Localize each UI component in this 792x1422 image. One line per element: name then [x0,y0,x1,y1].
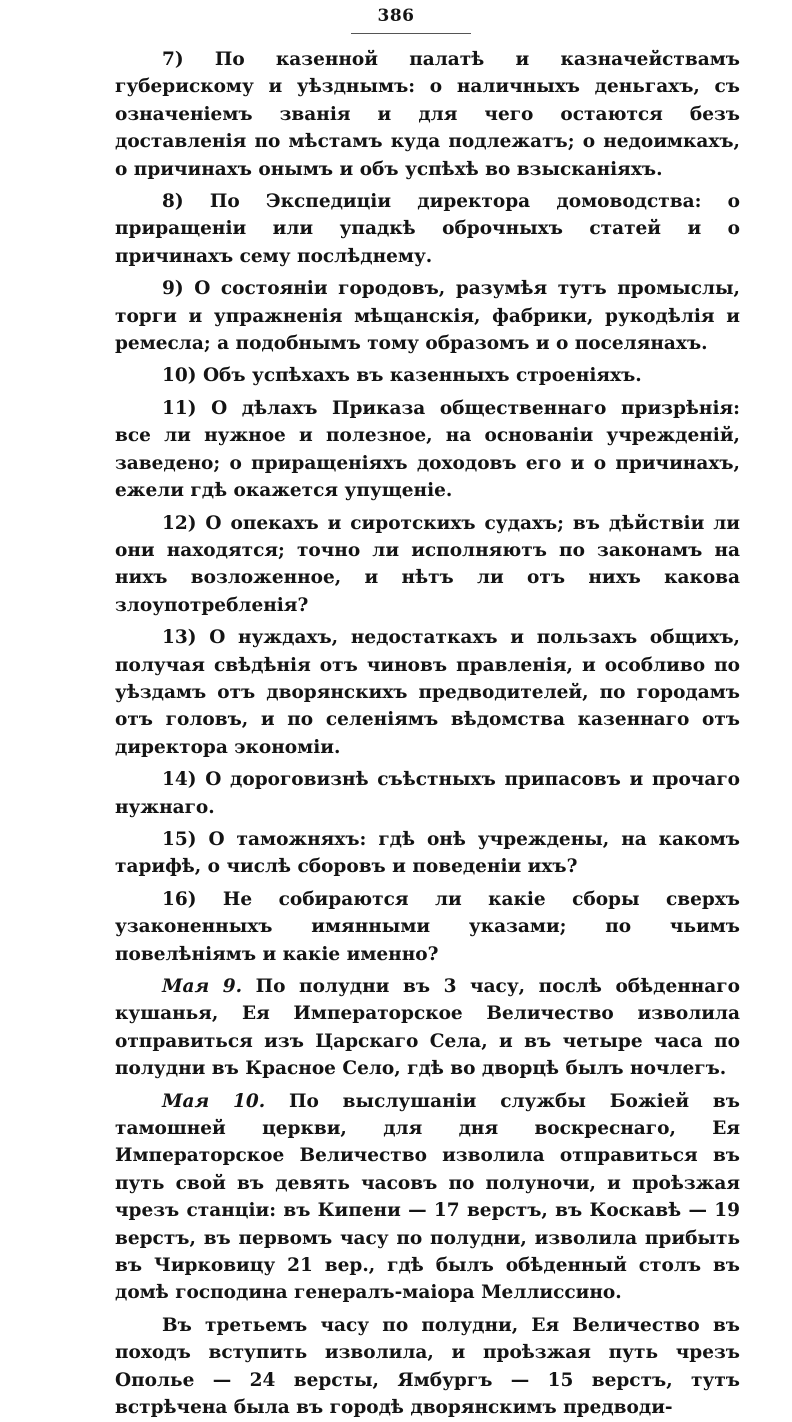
paragraph-item-10: 10) Объ успѣхахъ въ казенныхъ строеніяхъ. [162,365,642,387]
paragraph-afternoon: Въ третьемъ часу по полудни, Ея Величество въ походъ вступить изволила, и проѣзжая путь чрезъ Ополье — 24 версты, Ямбургъ — 15 верстъ, тутъ встрѣчена была въ городѣ дворянскимъ предводи- [115,1314,740,1419]
paragraph-may-9 [115,973,740,1083]
header-rule [351,33,471,34]
text-block [115,46,740,1422]
paragraph-item-12: 12) О опекахъ и сиротскихъ судахъ; въ дѣйствіи ли они находятся; точно ли исполняютъ по законамъ на нихъ возложенное, и нѣтъ ли отъ нихъ какова злоупотребленія? [115,512,740,616]
paragraph-body: По полудни въ 3 часу, послѣ обѣденнаго кушанья, Ея Императорское Величество изволила отправиться изъ Царскаго Села, и въ четыре часа по полудни въ Красное Село, гдѣ во дворцѣ былъ ночлегъ. [115,976,740,1080]
date-label: Мая 10. [162,1090,266,1112]
paragraph-may-10 [115,1088,740,1307]
page-number: 386 [377,6,415,26]
paragraph-item-15: 15) О таможняхъ: гдѣ онѣ учреждены, на какомъ тарифѣ, о числѣ сборовъ и поведеніи ихъ? [115,828,740,878]
paragraph-body: По выслушаніи службы Божіей въ тамошней церкви, для дня воскреснаго, Ея Императорское Величество изволила отправиться въ путь свой въ девять часовъ по полуночи, и проѣзжая чрезъ станціи: въ Кипени — 17 верстъ, въ Коскавѣ — 19 верстъ, въ первомъ часу по полудни, изволила прибыть въ Чирковицу 21 вер., гдѣ былъ обѣденный столъ въ домѣ господина генералъ-маіора Меллиссино. [115,1090,740,1304]
paragraph-item-14: 14) О дороговизнѣ съѣстныхъ припасовъ и прочаго нужнаго. [115,769,740,818]
paragraph-item-16: 16) Не собираются ли какіе сборы сверхъ узаконенныхъ имянными указами; по чьимъ повелѣніямъ и какіе именно? [115,888,740,965]
paragraph-item-8: 8) По Экспедиціи директора домоводства: о приращеніи или упадкѣ оброчныхъ статей и о причинахъ сему послѣднему. [115,191,740,267]
paragraph-item-9: 9) О состояніи городовъ, разумѣя тутъ промыслы, торги и упражненія мѣщанскія, фабрики, рукодѣлія и ремесла; а подобнымъ тому образомъ и о поселянахъ. [115,278,740,355]
paragraph-item-13: 13) О нуждахъ, недостаткахъ и пользахъ общихъ, получая свѣдѣнія отъ чиновъ правленія, и особливо по уѣздамъ отъ дворянскихъ предводителей, по городамъ отъ головъ, и по селеніямъ вѣдомства казеннаго отъ директора экономіи. [115,627,740,758]
paragraph-item-11: 11) О дѣлахъ Приказа общественнаго призрѣнія: все ли нужное и полезное, на основаніи учрежденій, заведено; о приращеніяхъ доходовъ его и о причинахъ, ежели гдѣ окажется упущеніе. [115,397,740,502]
paragraph-item-7: 7) По казенной палатѣ и казначействамъ губерискому и уѣзднымъ: о наличныхъ деньгахъ, съ означеніемъ званія и для чего остаются безъ доставленія по мѣстамъ куда подлежатъ; о недоимкахъ, о причинахъ онымъ и объ успѣхѣ во взысканіяхъ. [115,49,740,180]
date-label: Мая 9. [162,976,243,997]
